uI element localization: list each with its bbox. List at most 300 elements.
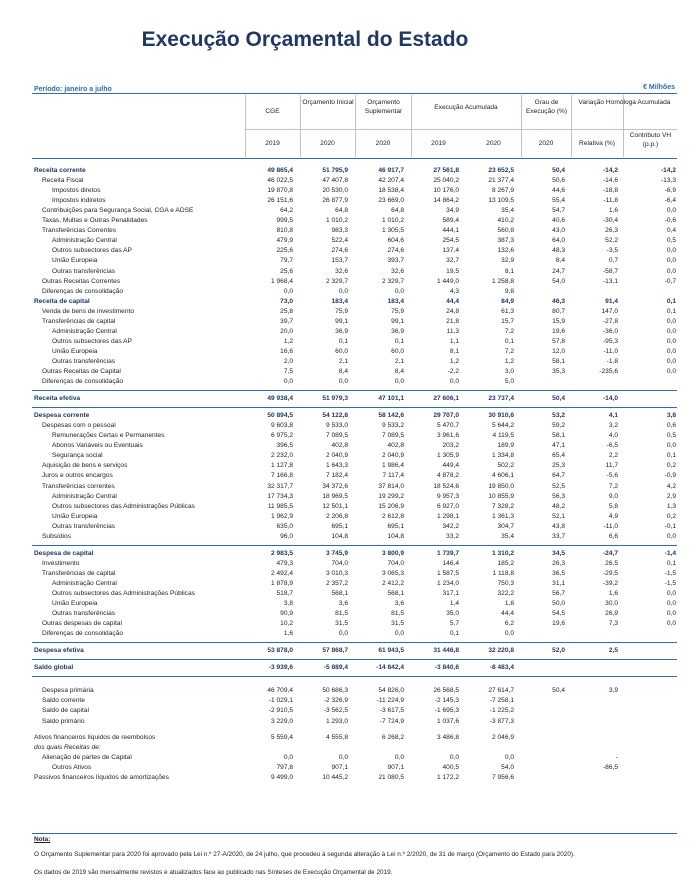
cell-value: 20,0 [280, 327, 293, 335]
cell-value: 3,2 [608, 422, 618, 430]
cell-value: 37 814,0 [378, 482, 404, 490]
cell-value: 1,6 [283, 630, 293, 638]
table-row [0, 482, 699, 492]
cell-value: 0,0 [449, 753, 459, 761]
row-label: Receita Fiscal [42, 177, 84, 185]
cell-value: 53 878,0 [267, 647, 293, 655]
note-2: Os dados de 2019 são mensalmente revistos e atualizados face ao publicado nas Sínteses de Execução Orçamental de 2019. [34, 869, 393, 876]
cell-value: 54,0 [501, 763, 514, 771]
cell-value: 80,7 [552, 307, 565, 315]
table-row [0, 646, 699, 656]
cell-value: 2,1 [394, 357, 404, 365]
cell-value: 52,5 [552, 482, 565, 490]
table-row [0, 686, 699, 696]
table-row [0, 609, 699, 619]
cell-value: 907,1 [387, 763, 404, 771]
cell-value: 58,1 [552, 432, 565, 440]
cell-value: 46 917,7 [378, 167, 404, 174]
row-label: Administração Central [52, 327, 117, 335]
section-rule [32, 407, 677, 408]
row-label: Despesas com o pessoal [42, 422, 116, 430]
cell-value: 6 927,0 [437, 502, 459, 510]
header-cge: CGE [265, 108, 280, 115]
cell-value: 25 040,2 [433, 177, 459, 185]
notes-rule [32, 833, 677, 834]
cell-value: 8,1 [449, 347, 459, 355]
cell-value: -95,3 [602, 337, 618, 345]
cell-value: 2 206,8 [326, 512, 348, 520]
cell-value: 18 524,6 [433, 482, 459, 490]
cell-value: 4,3 [449, 287, 459, 295]
cell-value: 96,0 [280, 532, 293, 540]
cell-value: -27,8 [602, 317, 618, 325]
cell-value: 35,3 [552, 368, 565, 375]
row-label: União Europeia [52, 347, 98, 355]
cell-value: -11,0 [603, 347, 618, 355]
cell-value: 104,8 [331, 532, 348, 540]
cell-value: -2 326,9 [323, 697, 348, 705]
table-row [0, 763, 699, 773]
table-row [0, 549, 699, 559]
cell-value: 2,9 [666, 492, 676, 500]
cell-value: -5,6 [606, 472, 618, 480]
cell-value: 4,0 [608, 432, 618, 440]
cell-value: 16,6 [280, 347, 293, 355]
cell-value: 317,1 [442, 590, 459, 597]
cell-value: 24,7 [552, 267, 565, 275]
header-orcamento-inicial: Orçamento Inicial [302, 99, 354, 106]
cell-value: -3 877,3 [489, 717, 514, 725]
cell-value: 1 234,0 [437, 579, 459, 587]
cell-value: 90,9 [280, 610, 293, 618]
table-row [0, 706, 699, 716]
cell-value: 47,1 [552, 442, 565, 450]
cell-value: 26,3 [552, 559, 565, 567]
cell-value: 18 969,5 [322, 492, 348, 500]
cell-value: 0,0 [666, 347, 676, 355]
cell-value: 0,2 [666, 512, 676, 520]
cell-value: 6,2 [504, 620, 514, 628]
cell-value: 9 957,3 [437, 492, 459, 500]
cell-value: 1 334,8 [492, 452, 514, 460]
table-row [0, 743, 699, 753]
cell-value: 5 644,2 [492, 422, 514, 430]
cell-value: 54,0 [552, 277, 565, 285]
cell-value: 274,6 [331, 247, 348, 255]
cell-value: 1 118,8 [492, 569, 514, 577]
cell-value: 0,0 [338, 287, 348, 295]
cell-value: 34 372,6 [322, 482, 348, 490]
cell-value: 23 652,5 [488, 167, 514, 174]
cell-value: 410,2 [497, 217, 514, 225]
cell-value: 50 894,5 [267, 412, 293, 420]
row-label: Contribuições para Segurança Social, CGA e ADSE [42, 207, 194, 215]
section-rule [32, 545, 677, 546]
row-label: Investimento [42, 559, 80, 567]
cell-value: -11,0 [603, 522, 618, 530]
cell-value: 0,0 [394, 753, 404, 761]
cell-value: 7 182,4 [326, 472, 348, 480]
cell-value: 393,7 [387, 257, 404, 265]
notes-section [34, 836, 684, 887]
cell-value: 50,6 [552, 177, 565, 185]
cell-value: -8 483,4 [489, 664, 514, 672]
cell-value: -5 889,4 [323, 664, 348, 672]
cell-value: 0,0 [666, 337, 676, 345]
cell-value: 27 606,1 [433, 395, 459, 403]
cell-value: 604,6 [387, 237, 404, 245]
cell-value: 3 010,3 [326, 569, 348, 577]
cell-value: 0,5 [666, 432, 676, 440]
cell-value: 1 449,0 [437, 277, 459, 285]
cell-value: 11 985,5 [267, 502, 293, 510]
cell-value: 15,7 [501, 317, 514, 325]
row-label: Alienação de partes de Capital [42, 753, 132, 761]
cell-value: 0,0 [666, 257, 676, 265]
cell-value: 0,0 [283, 378, 293, 386]
cell-value: 42 207,4 [378, 177, 404, 185]
row-label: Taxas, Multas e Outras Penalidades [42, 217, 148, 225]
cell-value: 36,9 [391, 327, 404, 335]
cell-value: 65,4 [552, 452, 565, 460]
cell-value: - [615, 753, 618, 761]
cell-value: 11,3 [446, 327, 459, 335]
row-label: Venda de bens de investimento [42, 307, 135, 315]
row-label: Outras transferências [52, 267, 116, 275]
cell-value: 44,4 [446, 297, 459, 305]
cell-value: 1 305,5 [382, 227, 404, 235]
cell-value: 8,4 [555, 257, 565, 265]
table-row [0, 492, 699, 502]
row-label: Administração Central [52, 579, 117, 587]
cell-value: 0,0 [666, 368, 676, 375]
row-label: Despesa primária [42, 687, 94, 695]
cell-value: 50,0 [552, 600, 565, 608]
period-label: Período: janeiro a julho [34, 86, 112, 93]
cell-value: 56,7 [552, 590, 565, 597]
cell-value: 907,1 [331, 763, 348, 771]
cell-value: 39,7 [280, 317, 293, 325]
header-bottom-rule [32, 158, 677, 159]
cell-value: 9 603,8 [271, 422, 293, 430]
row-label: Transferências de capital [42, 317, 116, 325]
cell-value: 502,2 [497, 462, 514, 470]
table-row [0, 256, 699, 266]
cell-value: 51 795,9 [322, 167, 348, 174]
cell-value: 7,2 [504, 327, 514, 335]
row-label: Impostos diretos [52, 187, 101, 195]
cell-value: 36,5 [552, 569, 565, 577]
table-row [0, 629, 699, 639]
cell-value: 3 065,3 [382, 569, 404, 577]
cell-value: 0,0 [449, 378, 459, 386]
cell-value: 35,4 [501, 532, 514, 540]
cell-value: 1 010,2 [382, 217, 404, 225]
cell-value: -1,4 [664, 549, 676, 557]
cell-value: 704,0 [331, 559, 348, 567]
cell-value: -7 258,1 [489, 697, 514, 705]
row-label: Saldo global [34, 664, 74, 672]
cell-value: 32,7 [446, 257, 459, 265]
cell-value: 0,0 [666, 357, 676, 365]
cell-value: 46 022,5 [267, 177, 293, 185]
cell-value: -6,4 [664, 197, 676, 205]
cell-value: -58,7 [602, 267, 618, 275]
cell-value: 4 555,8 [326, 733, 348, 741]
cell-value: -1 695,3 [434, 707, 459, 715]
cell-value: 31,5 [391, 620, 404, 628]
cell-value: 8,4 [338, 368, 348, 375]
cell-value: 64,7 [552, 472, 565, 480]
cell-value: 40,6 [552, 217, 565, 225]
cell-value: 13 109,5 [488, 197, 514, 205]
cell-value: 23 737,4 [488, 395, 514, 403]
cell-value: 449,4 [442, 462, 459, 470]
cell-value: 23 669,0 [378, 197, 404, 205]
cell-value: 104,8 [387, 532, 404, 540]
row-label: Transferências de capital [42, 569, 116, 577]
cell-value: -1 225,2 [489, 707, 514, 715]
table-row [0, 307, 699, 317]
table-row [0, 569, 699, 579]
cell-value: 0,0 [666, 207, 676, 215]
cell-value: 32 220,8 [488, 647, 514, 655]
cell-value: 54 122,8 [322, 412, 348, 420]
cell-value: 1,8 [504, 600, 514, 608]
cell-value: 48,3 [552, 247, 565, 255]
cell-value: 21 080,5 [378, 773, 404, 781]
table-row [0, 236, 699, 246]
row-label: Diferenças de consolidação [42, 287, 124, 295]
row-label: Ativos financeiros líquidos de reembolsos [34, 733, 156, 741]
row-label: Outros subsectores das AP [52, 337, 132, 345]
cell-value: 81,5 [391, 610, 404, 618]
cell-value: 24,8 [446, 307, 459, 315]
row-label: Outras transferências [52, 522, 116, 530]
cell-value: 61,3 [501, 307, 514, 315]
table-header [32, 95, 677, 157]
cell-value: 6,6 [608, 532, 618, 540]
row-label: Despesa de capital [34, 549, 94, 557]
header-contributo: Contributo VH (p.p.) [629, 132, 672, 148]
cell-value: 46,3 [552, 297, 565, 305]
cell-value: -1,8 [606, 357, 618, 365]
table-row [0, 317, 699, 327]
table-row [0, 502, 699, 512]
cell-value: 2 040,9 [382, 452, 404, 460]
cell-value: 254,5 [442, 237, 459, 245]
cell-value: 5 559,4 [271, 733, 293, 741]
cell-value: 75,9 [391, 307, 404, 315]
cell-value: 50,4 [552, 395, 565, 403]
cell-value: 26,3 [605, 227, 618, 235]
cell-value: -3,5 [606, 247, 618, 255]
cell-value: 0,0 [666, 610, 676, 618]
cell-value: 26 877,9 [322, 197, 348, 205]
cell-value: 1,2 [283, 337, 293, 345]
cell-value: 52,0 [552, 647, 565, 655]
cell-value: -235,6 [599, 368, 618, 375]
cell-value: 589,4 [442, 217, 459, 225]
cell-value: -0,1 [664, 522, 676, 530]
cell-value: 9,8 [504, 287, 514, 295]
table-row [0, 166, 699, 176]
cell-value: 3,8 [283, 600, 293, 608]
cell-value: 2 357,2 [326, 579, 348, 587]
cell-value: 137,4 [442, 247, 459, 255]
row-label: Subsídios [42, 532, 71, 540]
cell-value: 274,6 [387, 247, 404, 255]
cell-value: 225,6 [276, 247, 293, 255]
cell-value: 2,0 [283, 357, 293, 365]
row-label: União Europeia [52, 512, 98, 520]
cell-value: 61 943,5 [378, 647, 404, 655]
table-row [0, 451, 699, 461]
cell-value: 9 533,2 [382, 422, 404, 430]
cell-value: 9 533,0 [326, 422, 348, 430]
cell-value: 2,2 [608, 452, 618, 460]
table-row [0, 471, 699, 481]
cell-value: 0,0 [666, 327, 676, 335]
cell-value: -36,0 [602, 327, 618, 335]
cell-value: 146,4 [442, 559, 459, 567]
cell-value: 0,0 [338, 753, 348, 761]
cell-value: -29,5 [602, 569, 618, 577]
cell-value: 9,0 [608, 492, 618, 500]
table-row [0, 559, 699, 569]
cell-value: 797,8 [276, 763, 293, 771]
header-year: 2020 [320, 140, 335, 147]
cell-value: 342,2 [442, 522, 459, 530]
table-row [0, 441, 699, 451]
cell-value: 19 850,0 [488, 482, 514, 490]
cell-value: 568,1 [331, 590, 348, 597]
table-row [0, 327, 699, 337]
row-label: Transferências correntes [42, 482, 115, 490]
cell-value: 0,0 [504, 630, 514, 638]
cell-value: 58 142,6 [378, 412, 404, 420]
cell-value: 59,2 [552, 422, 565, 430]
cell-value: 9 499,0 [271, 773, 293, 781]
cell-value: 1 587,5 [437, 569, 459, 577]
cell-value: -1 029,1 [268, 697, 293, 705]
cell-value: 64,8 [391, 207, 404, 215]
cell-value: -18,8 [602, 187, 618, 195]
row-label: Segurança social [52, 452, 103, 460]
cell-value: 518,7 [276, 590, 293, 597]
header-execucao-acumulada: Execução Acumulada [434, 104, 498, 111]
section-rule [32, 390, 677, 391]
cell-value: -14,2 [602, 167, 618, 174]
cell-value: 0,1 [394, 337, 404, 345]
cell-value: 79,7 [280, 257, 293, 265]
cell-value: 36,9 [335, 327, 348, 335]
cell-value: 2 329,7 [326, 277, 348, 285]
cell-value: -86,5 [602, 763, 618, 771]
cell-value: 402,8 [387, 442, 404, 450]
cell-value: 1,3 [666, 502, 676, 510]
row-label: Outras Receitas de Capital [42, 368, 121, 375]
cell-value: -6,5 [606, 442, 618, 450]
cell-value: 11,7 [605, 462, 618, 470]
row-label: Outras transferências [52, 610, 116, 618]
header-relativa: Relativa (%) [579, 140, 615, 147]
cell-value: 810,8 [276, 227, 293, 235]
cell-value: 27 614,7 [488, 687, 514, 695]
cell-value: 32,9 [501, 257, 514, 265]
cell-value: 3 229,0 [271, 717, 293, 725]
cell-value: 0,0 [283, 753, 293, 761]
cell-value: 387,3 [497, 237, 514, 245]
cell-value: 203,2 [442, 442, 459, 450]
page-title: Execução Orçamental do Estado [141, 28, 469, 51]
header-orcamento-suplementar: Orçamento Suplementar [364, 99, 403, 115]
row-label: Administração Central [52, 237, 117, 245]
cell-value: 31 446,8 [433, 647, 459, 655]
row-label: Outros subsectores das AP [52, 247, 132, 255]
table-row [0, 337, 699, 347]
cell-value: 75,9 [335, 307, 348, 315]
cell-value: -2 910,5 [268, 707, 293, 715]
table-row [0, 357, 699, 367]
cell-value: 147,0 [601, 307, 618, 315]
cell-value: 64,8 [335, 207, 348, 215]
cell-value: 1 037,6 [437, 717, 459, 725]
cell-value: -0,7 [664, 277, 676, 285]
cell-value: 10 445,2 [322, 773, 348, 781]
table-row [0, 599, 699, 609]
cell-value: 5,7 [449, 620, 459, 628]
cell-value: 5 470,7 [437, 422, 459, 430]
cell-value: 25,8 [280, 307, 293, 315]
cell-value: 14 864,2 [433, 197, 459, 205]
cell-value: 0,1 [449, 630, 459, 638]
cell-value: 5,8 [608, 502, 618, 510]
table-row [0, 206, 699, 216]
cell-value: 0,0 [338, 630, 348, 638]
cell-value: 999,5 [276, 217, 293, 225]
table-row [0, 297, 699, 307]
cell-value: 3,6 [338, 600, 348, 608]
table-row [0, 579, 699, 589]
header-year: 2019 [265, 140, 280, 147]
cell-value: 33,7 [552, 532, 565, 540]
table-row [0, 753, 699, 763]
cell-value: 0,0 [666, 247, 676, 255]
row-label: Saldo corrente [42, 697, 85, 705]
cell-value: 2,1 [338, 357, 348, 365]
cell-value: 99,1 [335, 317, 348, 325]
cell-value: 50 686,3 [322, 687, 348, 695]
cell-value: 31,1 [552, 579, 565, 587]
cell-value: 0,0 [666, 267, 676, 275]
table-row [0, 421, 699, 431]
cell-value: 0,1 [338, 337, 348, 345]
row-label: Outras Receitas Correntes [42, 277, 121, 285]
cell-value: 0,0 [394, 287, 404, 295]
header-grau-execucao: Grau de Execução (%) [525, 99, 568, 115]
cell-value: 0,1 [504, 337, 514, 345]
cell-value: 0,7 [608, 257, 618, 265]
cell-value: 0,0 [666, 590, 676, 597]
cell-value: 55,4 [552, 197, 565, 205]
cell-value: 0,0 [504, 753, 514, 761]
cell-value: 47 101,1 [378, 395, 404, 403]
table-row [0, 461, 699, 471]
cell-value: 43,0 [552, 227, 565, 235]
cell-value: 2 612,8 [382, 512, 404, 520]
cell-value: 479,9 [276, 237, 293, 245]
